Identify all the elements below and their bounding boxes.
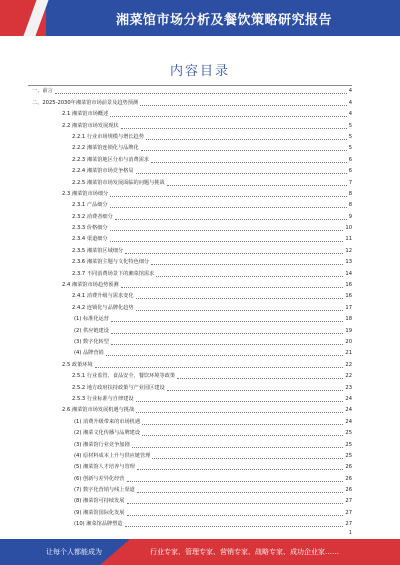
header-banner bbox=[0, 0, 400, 36]
toc-entry[interactable] bbox=[28, 132, 352, 143]
toc-entry-page: 24 bbox=[345, 418, 352, 425]
toc-leader-dots bbox=[136, 310, 344, 311]
toc-entry[interactable] bbox=[28, 496, 352, 507]
toc-entry-page: 19 bbox=[345, 327, 352, 334]
toc-entry-label: (2) 供应链建设 bbox=[74, 327, 109, 334]
toc-entry-page: 27 bbox=[345, 509, 352, 516]
toc-entry-label: 2.4.2 连锁化与品牌化趋势 bbox=[72, 304, 134, 311]
toc-entry[interactable] bbox=[28, 405, 352, 416]
toc-entry-page: 26 bbox=[345, 464, 352, 471]
toc-entry-label: 2.3.5 湘菜馆区域细分 bbox=[72, 247, 124, 254]
toc-entry-label: (4) 原材料成本上升与供应链管理 bbox=[74, 452, 151, 459]
toc-entry[interactable] bbox=[28, 485, 352, 496]
toc-entry-label: 2.5 政策环境 bbox=[62, 361, 93, 368]
toc-entry-label: 2.1 湘菜馆市场概述 bbox=[62, 111, 109, 118]
toc-entry-page: 16 bbox=[345, 282, 352, 289]
toc-entry[interactable] bbox=[28, 337, 352, 348]
toc-leader-dots bbox=[156, 276, 343, 277]
toc-entry[interactable] bbox=[28, 416, 352, 427]
toc-entry-page: 12 bbox=[345, 247, 352, 254]
toc-leader-dots bbox=[110, 207, 347, 208]
toc-entry-page: 25 bbox=[345, 441, 352, 448]
toc-entry-label: (6) 创新与差异化经营 bbox=[74, 475, 125, 482]
toc-entry-label: 2.3.3 价格细分 bbox=[72, 225, 108, 232]
toc-leader-dots bbox=[110, 116, 346, 117]
toc-entry-label: (1) 消费升级带来的市场机遇 bbox=[74, 418, 141, 425]
toc-entry-label: 2.2.1 行业市场规模与增长趋势 bbox=[72, 133, 144, 140]
toc-entry[interactable] bbox=[28, 166, 352, 177]
toc-entry-page: 8 bbox=[348, 190, 352, 197]
toc-leader-dots bbox=[167, 185, 347, 186]
toc-leader-dots bbox=[132, 447, 344, 448]
toc-entry-label: 2.3.4 渠道细分 bbox=[72, 236, 108, 243]
toc-entry-page: 5 bbox=[348, 122, 352, 129]
toc-entry-page: 10 bbox=[345, 225, 352, 232]
footer-slogan-right: 行业专家、管理专家、营销专家、战略专家、成功企业家…… bbox=[150, 548, 339, 556]
toc-entry[interactable] bbox=[28, 291, 352, 302]
toc-leader-dots bbox=[136, 401, 344, 402]
toc-entry[interactable] bbox=[28, 97, 352, 108]
toc-leader-dots bbox=[111, 321, 343, 322]
toc-leader-dots bbox=[137, 469, 344, 470]
toc-leader-dots bbox=[141, 150, 347, 151]
toc-leader-dots bbox=[95, 367, 344, 368]
toc-entry-page: 25 bbox=[345, 430, 352, 437]
toc-entry-label: 2.4.1 消费升级与需求变化 bbox=[72, 293, 134, 300]
toc-entry-label: 2.6 湘菜馆市场发展机遇与挑战 bbox=[62, 407, 135, 414]
toc-entry-label: (8) 湘菜馆可持续发展 bbox=[74, 498, 125, 505]
toc-title: 内容目录 bbox=[169, 64, 230, 79]
toc-entry-page: 24 bbox=[345, 395, 352, 402]
toc-entry[interactable] bbox=[28, 325, 352, 336]
toc-entry-label: 2.3.7 不同消费场景下的湘菜馆需求 bbox=[72, 270, 155, 277]
toc-entry[interactable] bbox=[28, 451, 352, 462]
toc-entry-label: 2.3.6 湘菜馆主题与文化特色细分 bbox=[72, 259, 150, 266]
toc-entry-label: (4) 品牌营销 bbox=[74, 350, 104, 357]
toc-entry-page: 25 bbox=[345, 452, 352, 459]
toc-entry[interactable] bbox=[28, 211, 352, 222]
toc-entry-label: (1) 标准化运营 bbox=[74, 316, 109, 323]
toc-leader-dots bbox=[167, 390, 344, 391]
toc-entry[interactable] bbox=[28, 394, 352, 405]
toc-entry-label: 2.2.4 湘菜馆市场竞争格局 bbox=[72, 168, 134, 175]
toc-entry-page: 17 bbox=[345, 304, 352, 311]
footer-banner bbox=[0, 539, 400, 565]
toc-leader-dots bbox=[142, 435, 343, 436]
toc-entry-page: 9 bbox=[348, 213, 352, 220]
toc-entry[interactable] bbox=[28, 439, 352, 450]
toc-entry-label: 2.2.5 湘菜馆市场发展面临的问题与挑战 bbox=[72, 179, 165, 186]
toc-entry-label: (7) 数字化营销与线上渠道 bbox=[74, 487, 135, 494]
toc-entry-page: 8 bbox=[348, 202, 352, 209]
toc-entry-page: 6 bbox=[348, 168, 352, 175]
toc-leader-dots bbox=[106, 355, 344, 356]
toc-entry-label: 2.5.3 行业标准与自律建设 bbox=[72, 395, 134, 402]
toc-entry-page: 13 bbox=[345, 259, 352, 266]
toc-leader-dots bbox=[140, 105, 347, 106]
toc-leader-dots bbox=[110, 241, 344, 242]
toc-entry-label: (5) 湘菜馆人才培养与管理 bbox=[74, 464, 135, 471]
toc-leader-dots bbox=[146, 139, 347, 140]
toc-entry-label: 2.3 湘菜馆市场细分 bbox=[62, 190, 109, 197]
toc-entry-label: 2.3.2 消费者细分 bbox=[72, 213, 113, 220]
toc-entry-label: 2.4 湘菜馆市场趋势预测 bbox=[62, 282, 119, 289]
toc-entry[interactable] bbox=[28, 143, 352, 154]
toc-leader-dots bbox=[111, 333, 343, 334]
toc-entry-label: (2) 湘菜文化传播与品牌建设 bbox=[74, 430, 141, 437]
toc-leader-dots bbox=[121, 128, 347, 129]
toc-entry-page: 4 bbox=[348, 88, 352, 95]
toc-leader-dots bbox=[152, 458, 343, 459]
report-title: 湘菜馆市场分析及餐饮策略研究报告 bbox=[115, 13, 332, 28]
toc-entry[interactable] bbox=[28, 473, 352, 484]
toc-entry-label: 2.5.2 地方政府扶持政策与产业园区建设 bbox=[72, 384, 165, 391]
toc-entry-page: 26 bbox=[345, 487, 352, 494]
toc-entry[interactable] bbox=[28, 507, 352, 518]
toc-entry[interactable] bbox=[28, 371, 352, 382]
toc-entry-page: 23 bbox=[345, 384, 352, 391]
toc-entry-label: 2.2 湘菜馆市场发展现状 bbox=[62, 122, 119, 129]
toc-entry[interactable] bbox=[28, 154, 352, 165]
toc-entry-page: 16 bbox=[345, 293, 352, 300]
toc-leader-dots bbox=[125, 253, 343, 254]
toc-entry-label: 二、2025-2030年湘菜馆市场前景及趋势预测 bbox=[32, 99, 139, 106]
toc-entry[interactable] bbox=[28, 177, 352, 188]
toc-leader-dots bbox=[136, 412, 343, 413]
toc-entry[interactable] bbox=[28, 359, 352, 370]
toc-entry-label: (9) 湘菜馆国际化发展 bbox=[74, 509, 125, 516]
toc-entry-label: 2.2.2 湘菜馆连锁化与品牌化 bbox=[72, 145, 139, 152]
footer-slogan-left: 让每个人都能成为 bbox=[46, 548, 102, 556]
toc-entry[interactable] bbox=[28, 200, 352, 211]
toc-entry-label: (10) 湘菜馆品牌塑造 bbox=[74, 521, 123, 528]
toc-leader-dots bbox=[142, 424, 343, 425]
toc-leader-dots bbox=[111, 344, 343, 345]
toc-leader-dots bbox=[110, 230, 344, 231]
toc-leader-dots bbox=[127, 481, 344, 482]
toc-leader-dots bbox=[151, 264, 343, 265]
toc-entry[interactable] bbox=[28, 109, 352, 120]
toc-entry[interactable] bbox=[28, 120, 352, 131]
toc-entry-label: 2.5.1 行业监管、食品安全、餐饮环境等政策 bbox=[72, 373, 176, 380]
toc-entry-label: 2.3.1 产品细分 bbox=[72, 202, 108, 209]
toc-entry-label: (3) 湘菜馆行业竞争加剧 bbox=[74, 441, 130, 448]
toc-entry-page: 5 bbox=[348, 133, 352, 140]
toc-entry-page: 26 bbox=[345, 475, 352, 482]
toc-leader-dots bbox=[115, 219, 347, 220]
toc-leader-dots bbox=[137, 492, 344, 493]
toc-entry-label: 2.2.3 湘菜馆地区分布与消费需求 bbox=[72, 156, 150, 163]
toc-leader-dots bbox=[110, 196, 346, 197]
toc-leader-dots bbox=[151, 162, 347, 163]
toc-list bbox=[28, 86, 352, 530]
toc-entry[interactable] bbox=[28, 257, 352, 268]
toc-entry[interactable] bbox=[28, 189, 352, 200]
toc-leader-dots bbox=[177, 378, 343, 379]
toc-leader-dots bbox=[127, 503, 344, 504]
toc-entry-page: 27 bbox=[345, 498, 352, 505]
toc-entry-page: 24 bbox=[345, 407, 352, 414]
toc-entry-page: 11 bbox=[345, 236, 352, 243]
toc-entry[interactable] bbox=[28, 234, 352, 245]
toc-entry-page: 20 bbox=[345, 338, 352, 345]
toc-entry-page: 5 bbox=[348, 145, 352, 152]
toc-entry-page: 18 bbox=[345, 316, 352, 323]
toc-leader-dots bbox=[136, 173, 347, 174]
toc-entry-page: 27 bbox=[345, 521, 352, 528]
toc-entry-label: 一、前言 bbox=[32, 88, 53, 95]
toc-entry[interactable] bbox=[28, 268, 352, 279]
toc-entry[interactable] bbox=[28, 280, 352, 291]
toc-entry[interactable] bbox=[28, 223, 352, 234]
toc-entry-page: 4 bbox=[348, 111, 352, 118]
toc-entry[interactable] bbox=[28, 348, 352, 359]
toc-entry[interactable] bbox=[28, 428, 352, 439]
toc-entry-page: 21 bbox=[345, 350, 352, 357]
toc-entry-page: 22 bbox=[345, 361, 352, 368]
toc-entry-page: 4 bbox=[348, 99, 352, 106]
toc-entry[interactable] bbox=[28, 519, 352, 530]
toc-leader-dots bbox=[121, 287, 344, 288]
toc-entry-page: 22 bbox=[345, 373, 352, 380]
toc-entry[interactable] bbox=[28, 382, 352, 393]
toc-entry[interactable] bbox=[28, 86, 352, 97]
toc-leader-dots bbox=[125, 526, 344, 527]
toc-leader-dots bbox=[127, 515, 344, 516]
toc-entry-page: 7 bbox=[348, 179, 352, 186]
toc-leader-dots bbox=[55, 93, 347, 94]
toc-entry-page: 6 bbox=[348, 156, 352, 163]
toc-entry[interactable] bbox=[28, 462, 352, 473]
page-number: 1 bbox=[348, 530, 352, 536]
toc-entry[interactable] bbox=[28, 302, 352, 313]
toc-entry-label: (3) 数字化转型 bbox=[74, 338, 109, 345]
toc-leader-dots bbox=[136, 298, 344, 299]
toc-entry-page: 14 bbox=[345, 270, 352, 277]
toc-entry[interactable] bbox=[28, 245, 352, 256]
toc-entry[interactable] bbox=[28, 314, 352, 325]
